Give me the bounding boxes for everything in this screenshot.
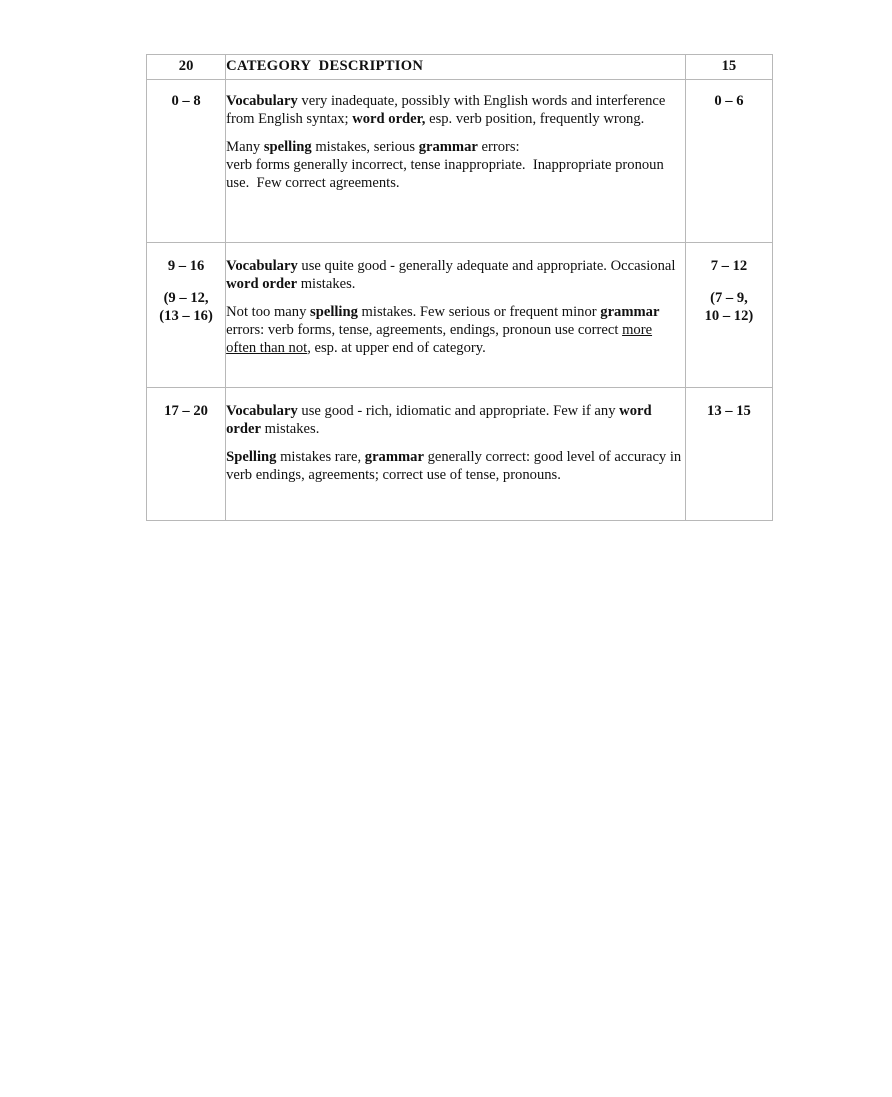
header-category-description: CATEGORY DESCRIPTION bbox=[226, 55, 686, 80]
description-paragraph: Many spelling mistakes, serious grammar errors: verb forms generally incorrect, tense inappropriate. Inappropriate pronoun use. Few correct agreements. bbox=[226, 139, 668, 191]
score-range-20: 17 – 20 bbox=[147, 388, 226, 521]
score-range-15: 7 – 12 (7 – 9, 10 – 12) bbox=[685, 243, 772, 388]
description-paragraph: Vocabulary use quite good - generally adequate and appropriate. Occasional word order mistakes. bbox=[226, 258, 676, 292]
category-description bbox=[226, 80, 686, 243]
description-paragraph: Spelling mistakes rare, grammar generally correct: good level of accuracy in verb endings, agreements; correct use of tense, pronouns. bbox=[226, 449, 682, 483]
description-paragraph: Not too many spelling mistakes. Few serious or frequent minor grammar errors: verb forms, tense, agreements, endings, pronoun use correct more often than not, esp. at upper end of category. bbox=[226, 304, 660, 356]
score-range-20: 0 – 8 bbox=[147, 80, 226, 243]
header-score-20: 20 bbox=[147, 55, 226, 80]
description-paragraph: Vocabulary use good - rich, idiomatic and appropriate. Few if any word order mistakes. bbox=[226, 403, 652, 437]
score-range-15: 13 – 15 bbox=[685, 388, 772, 521]
header-row bbox=[147, 55, 773, 80]
grading-rubric-table bbox=[146, 54, 773, 521]
description-paragraph: Vocabulary very inadequate, possibly with English words and interference from English syntax; word order, esp. verb position, frequently wrong. bbox=[226, 93, 666, 127]
score-range-20: 9 – 16 (9 – 12, (13 – 16) bbox=[147, 243, 226, 388]
score-range-15: 0 – 6 bbox=[685, 80, 772, 243]
table-row bbox=[147, 388, 773, 521]
table-row bbox=[147, 80, 773, 243]
header-score-15: 15 bbox=[685, 55, 772, 80]
category-description bbox=[226, 388, 686, 521]
category-description bbox=[226, 243, 686, 388]
table-row bbox=[147, 243, 773, 388]
